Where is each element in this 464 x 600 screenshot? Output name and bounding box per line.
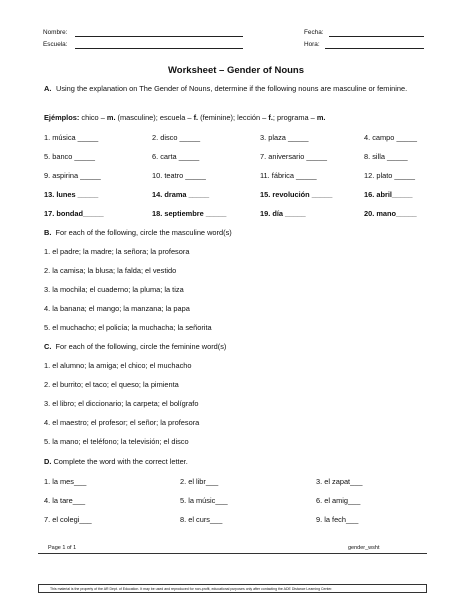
noun-item[interactable]: 20. mano_____	[364, 209, 417, 218]
section-d-instruction: Complete the word with the correct letter.	[53, 457, 188, 466]
section-a-letter: A.	[44, 84, 52, 93]
example-1-answer: m.	[106, 113, 116, 122]
example-3-answer: f.	[268, 113, 273, 122]
noun-item[interactable]: 19. día _____	[260, 209, 306, 218]
noun-item[interactable]: 1. música _____	[44, 133, 99, 142]
escuela-label: Escuela:	[43, 41, 68, 48]
noun-item[interactable]: 18. septiembre _____	[152, 209, 227, 218]
nombre-field[interactable]	[75, 36, 243, 37]
disclaimer-text: This material is the property of the AR Dept. of Education. It may be used and reproduced for non-profit, educational purposes only after contacting the ADE Distance Learning Center.	[50, 587, 333, 591]
completion-item[interactable]: 1. la mes___	[44, 477, 87, 486]
example-3-note: ;	[272, 113, 275, 122]
section-c-heading	[44, 342, 226, 351]
noun-item[interactable]: 12. plato _____	[364, 171, 415, 180]
noun-item[interactable]: 15. revolución _____	[260, 190, 333, 199]
section-d-letter: D.	[44, 457, 52, 466]
example-1-note: (masculine);	[115, 113, 158, 122]
example-4-word: programa –	[277, 113, 317, 122]
section-d-heading	[44, 457, 188, 466]
nombre-label: Nombre:	[43, 29, 68, 36]
noun-item[interactable]: 13. lunes _____	[44, 190, 99, 199]
example-2-answer: f.	[193, 113, 199, 122]
noun-item[interactable]: 14. drama _____	[152, 190, 210, 199]
circle-item[interactable]: 5. la mano; el teléfono; la televisión; el disco	[44, 437, 189, 446]
noun-item[interactable]: 17. bondad_____	[44, 209, 104, 218]
completion-item[interactable]: 6. el amig___	[316, 496, 361, 505]
circle-item[interactable]: 3. la mochila; el cuaderno; la pluma; la tiza	[44, 285, 184, 294]
examples-line	[44, 113, 325, 122]
circle-item[interactable]: 4. la banana; el mango; la manzana; la papa	[44, 304, 190, 313]
fecha-label: Fecha:	[304, 29, 324, 36]
completion-item[interactable]: 8. el curs___	[180, 515, 223, 524]
example-1-word: chico –	[81, 113, 107, 122]
completion-item[interactable]: 9. la fech___	[316, 515, 359, 524]
circle-item[interactable]: 5. el muchacho; el policía; la muchacha; la señorita	[44, 323, 212, 332]
hora-field[interactable]	[325, 48, 424, 49]
examples-label: Ejémplos:	[44, 113, 80, 122]
noun-item[interactable]: 16. abril_____	[364, 190, 413, 199]
completion-item[interactable]: 3. el zapat___	[316, 477, 363, 486]
circle-item[interactable]: 2. la camisa; la blusa; la falda; el vestido	[44, 266, 177, 275]
section-b-heading	[44, 228, 232, 237]
circle-item[interactable]: 1. el alumno; la amiga; el chico; el muchacho	[44, 361, 192, 370]
noun-item[interactable]: 10. teatro _____	[152, 171, 206, 180]
noun-item[interactable]: 8. silla _____	[364, 152, 408, 161]
section-b-letter: B.	[44, 228, 52, 237]
example-2-note: (feminine);	[198, 113, 236, 122]
section-c-letter: C.	[44, 342, 52, 351]
noun-item[interactable]: 4. campo _____	[364, 133, 418, 142]
page-number: Page 1 of 1	[48, 545, 77, 551]
example-2-word: escuela –	[159, 113, 194, 122]
hora-label: Hora:	[304, 41, 320, 48]
noun-item[interactable]: 2. disco _____	[152, 133, 201, 142]
completion-item[interactable]: 7. el colegi___	[44, 515, 92, 524]
noun-item[interactable]: 6. carta _____	[152, 152, 200, 161]
example-3-word: lección –	[237, 113, 269, 122]
noun-item[interactable]: 5. banco _____	[44, 152, 95, 161]
completion-item[interactable]: 5. la músic___	[180, 496, 228, 505]
noun-item[interactable]: 7. aniversario _____	[260, 152, 327, 161]
page-title: Worksheet – Gender of Nouns	[168, 65, 305, 76]
completion-item[interactable]: 2. el libr___	[180, 477, 219, 486]
completion-item[interactable]: 4. la tare___	[44, 496, 86, 505]
section-a-instruction: Using the explanation on The Gender of Nouns, determine if the following nouns are masculine or feminine.	[56, 84, 408, 93]
footer-divider	[38, 553, 427, 554]
noun-item[interactable]: 3. plaza _____	[260, 133, 309, 142]
fecha-field[interactable]	[329, 36, 424, 37]
circle-item[interactable]: 4. el maestro; el profesor; el señor; la profesora	[44, 418, 200, 427]
noun-item[interactable]: 9. aspirina _____	[44, 171, 101, 180]
circle-item[interactable]: 2. el burrito; el taco; el queso; la pimienta	[44, 380, 179, 389]
circle-item[interactable]: 1. el padre; la madre; la señora; la profesora	[44, 247, 190, 256]
example-4-answer: m.	[316, 113, 326, 122]
section-b-instruction: For each of the following, circle the masculine word(s)	[55, 228, 232, 237]
noun-item[interactable]: 11. fábrica _____	[260, 171, 317, 180]
escuela-field[interactable]	[75, 48, 243, 49]
circle-item[interactable]: 3. el libro; el diccionario; la carpeta; el bolígrafo	[44, 399, 199, 408]
section-c-instruction: For each of the following, circle the feminine word(s)	[55, 342, 227, 351]
file-name: gender_wsht	[348, 545, 380, 551]
